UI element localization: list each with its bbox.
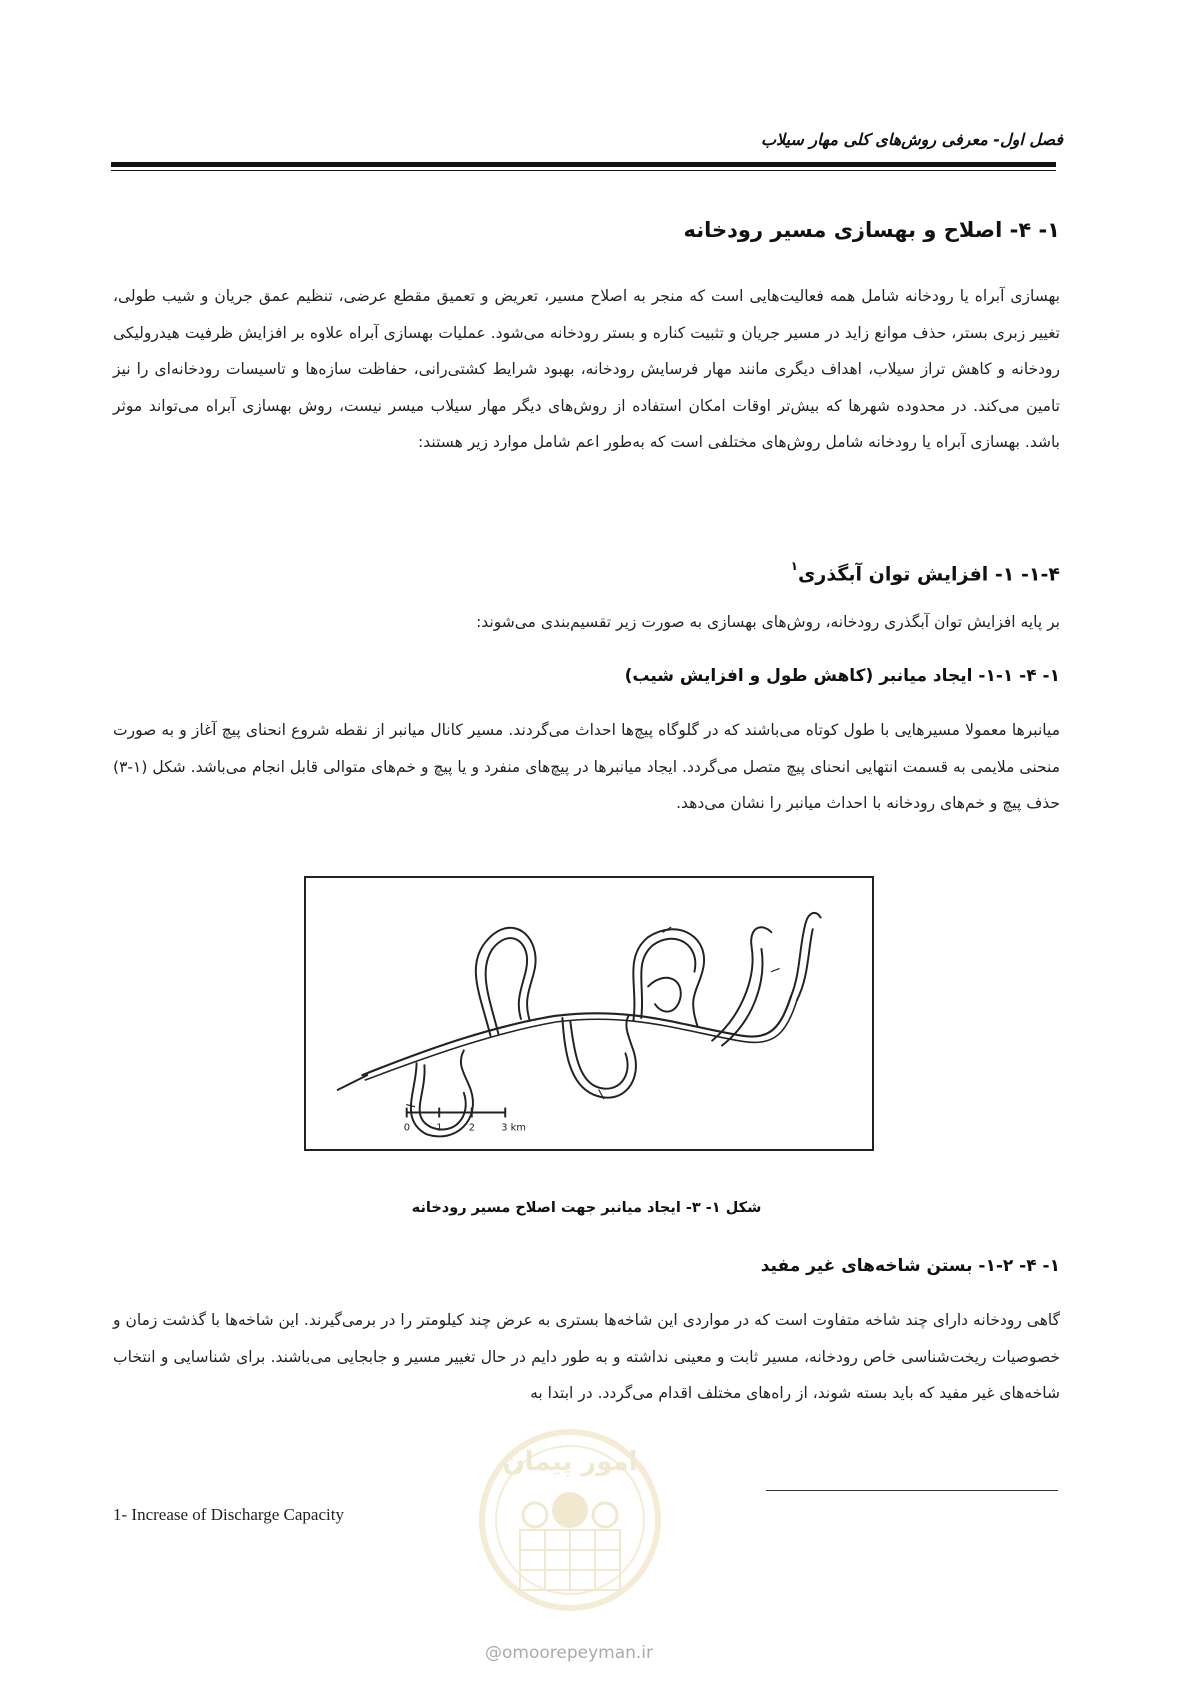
- watermark-url: @omoorepeyman.ir: [485, 1643, 654, 1663]
- section-intro-paragraph: بهسازی آبراه یا رودخانه شامل همه فعالیت‌هایی است که منجر به اصلاح مسیر، تعریض و تعمیق مقطع عرضی، تنظیم عمق جریان و شیب طولی، تغییر زبری بستر، حذف موانع زاید در مسیر جریان و تثبیت کناره و بستر رودخانه می‌شود. عملیات بهسازی آبراه علاوه بر افزایش ظرفیت هیدرولیکی رودخانه و کاهش تراز سیلاب، اهداف دیگری مانند مهار فرسایش رودخانه، بهبود شرایط کشتی‌رانی، حفاظت سازه‌ها و تاسیسات رودخانه‌ای را نیز تامین می‌کند. در محدوده شهرها که بیش‌تر اوقات امکان استفاده از روش‌های دیگر مهار سیلاب میسر نیست، روش بهسازی آبراه می‌تواند موثر باشد. بهسازی آبراه یا رودخانه شامل روش‌های مختلفی است که به‌طور اعم شامل موارد زیر هستند:: [113, 287, 1060, 451]
- section-heading: ۱- ۴- اصلاح و بهسازی مسیر رودخانه: [683, 218, 1060, 242]
- river-cutoff-figure: [304, 876, 874, 1151]
- subsection-intro-paragraph: بر پایه افزایش توان آبگذری رودخانه، روش‌های بهسازی به صورت زیر تقسیم‌بندی می‌شوند:: [476, 613, 1060, 631]
- running-header: فصل اول- معرفی روش‌های کلی مهار سیلاب: [760, 130, 1063, 149]
- item2-paragraph: گاهی رودخانه دارای چند شاخه متفاوت است که در مواردی این شاخه‌ها بستری به عرض چند کیلومتر را در برمی‌گیرند. این شاخه‌ها با گذشت زمان و خصوصیات ریخت‌شناسی خاص رودخانه، مسیر ثابت و معینی نداشته و به طور دایم در حال تغییر مسیر و جابجایی می‌باشند. برای شناسایی و انتخاب شاخه‌های غیر مفید که باید بسته شوند، از راه‌های مختلف اقدام می‌گردد. در ابتدا به: [113, 1311, 1060, 1402]
- scale-label-2: 2: [468, 1122, 476, 1134]
- figure-caption: شکل ۱- ۳- ایجاد میانبر جهت اصلاح مسیر رودخانه: [411, 1200, 762, 1216]
- footnote-reference[interactable]: ۱: [790, 559, 798, 573]
- header-rule: [111, 162, 1056, 167]
- footnote-rule: [766, 1490, 1058, 1491]
- item1-paragraph: میانبرها معمولا مسیرهایی با طول کوتاه می‌باشند که در گلوگاه پیچ‌ها احداث می‌گردند. مسیر کانال میانبر از نقطه شروع انحنای پیچ آغاز و به صورت منحنی ملایمی به قسمت انتهایی انحنای پیچ متصل می‌گردد. ایجاد میانبرها در پیچ‌های منفرد و یا پیچ و خم‌های متوالی قابل انجام می‌باشد. شکل (۱-۳) حذف پیچ و خم‌های رودخانه با احداث میانبر را نشان می‌دهد.: [113, 721, 1060, 812]
- scale-label-1: 1: [436, 1122, 443, 1134]
- scale-label-3: 3 km: [501, 1122, 526, 1134]
- scale-label-0: 0: [403, 1122, 411, 1134]
- omoorepeyman-watermark-logo: [475, 1410, 665, 1670]
- watermark-logo-text: امور پیمان: [502, 1447, 638, 1477]
- subsection-heading-text: ۱-۴- ۱- افزایش توان آبگذری: [797, 563, 1060, 586]
- item2-heading: ۱- ۴- ۱-۲- بستن شاخه‌های غیر مفید: [760, 1256, 1060, 1276]
- subsection-heading: [790, 559, 1060, 586]
- river-meander-drawing: [306, 878, 872, 1149]
- header-rule-thin: [111, 170, 1056, 171]
- footnote: 1- Increase of Discharge Capacity: [113, 1505, 344, 1524]
- item1-heading: ۱- ۴- ۱-۱- ایجاد میانبر (کاهش طول و افزایش شیب): [624, 666, 1060, 686]
